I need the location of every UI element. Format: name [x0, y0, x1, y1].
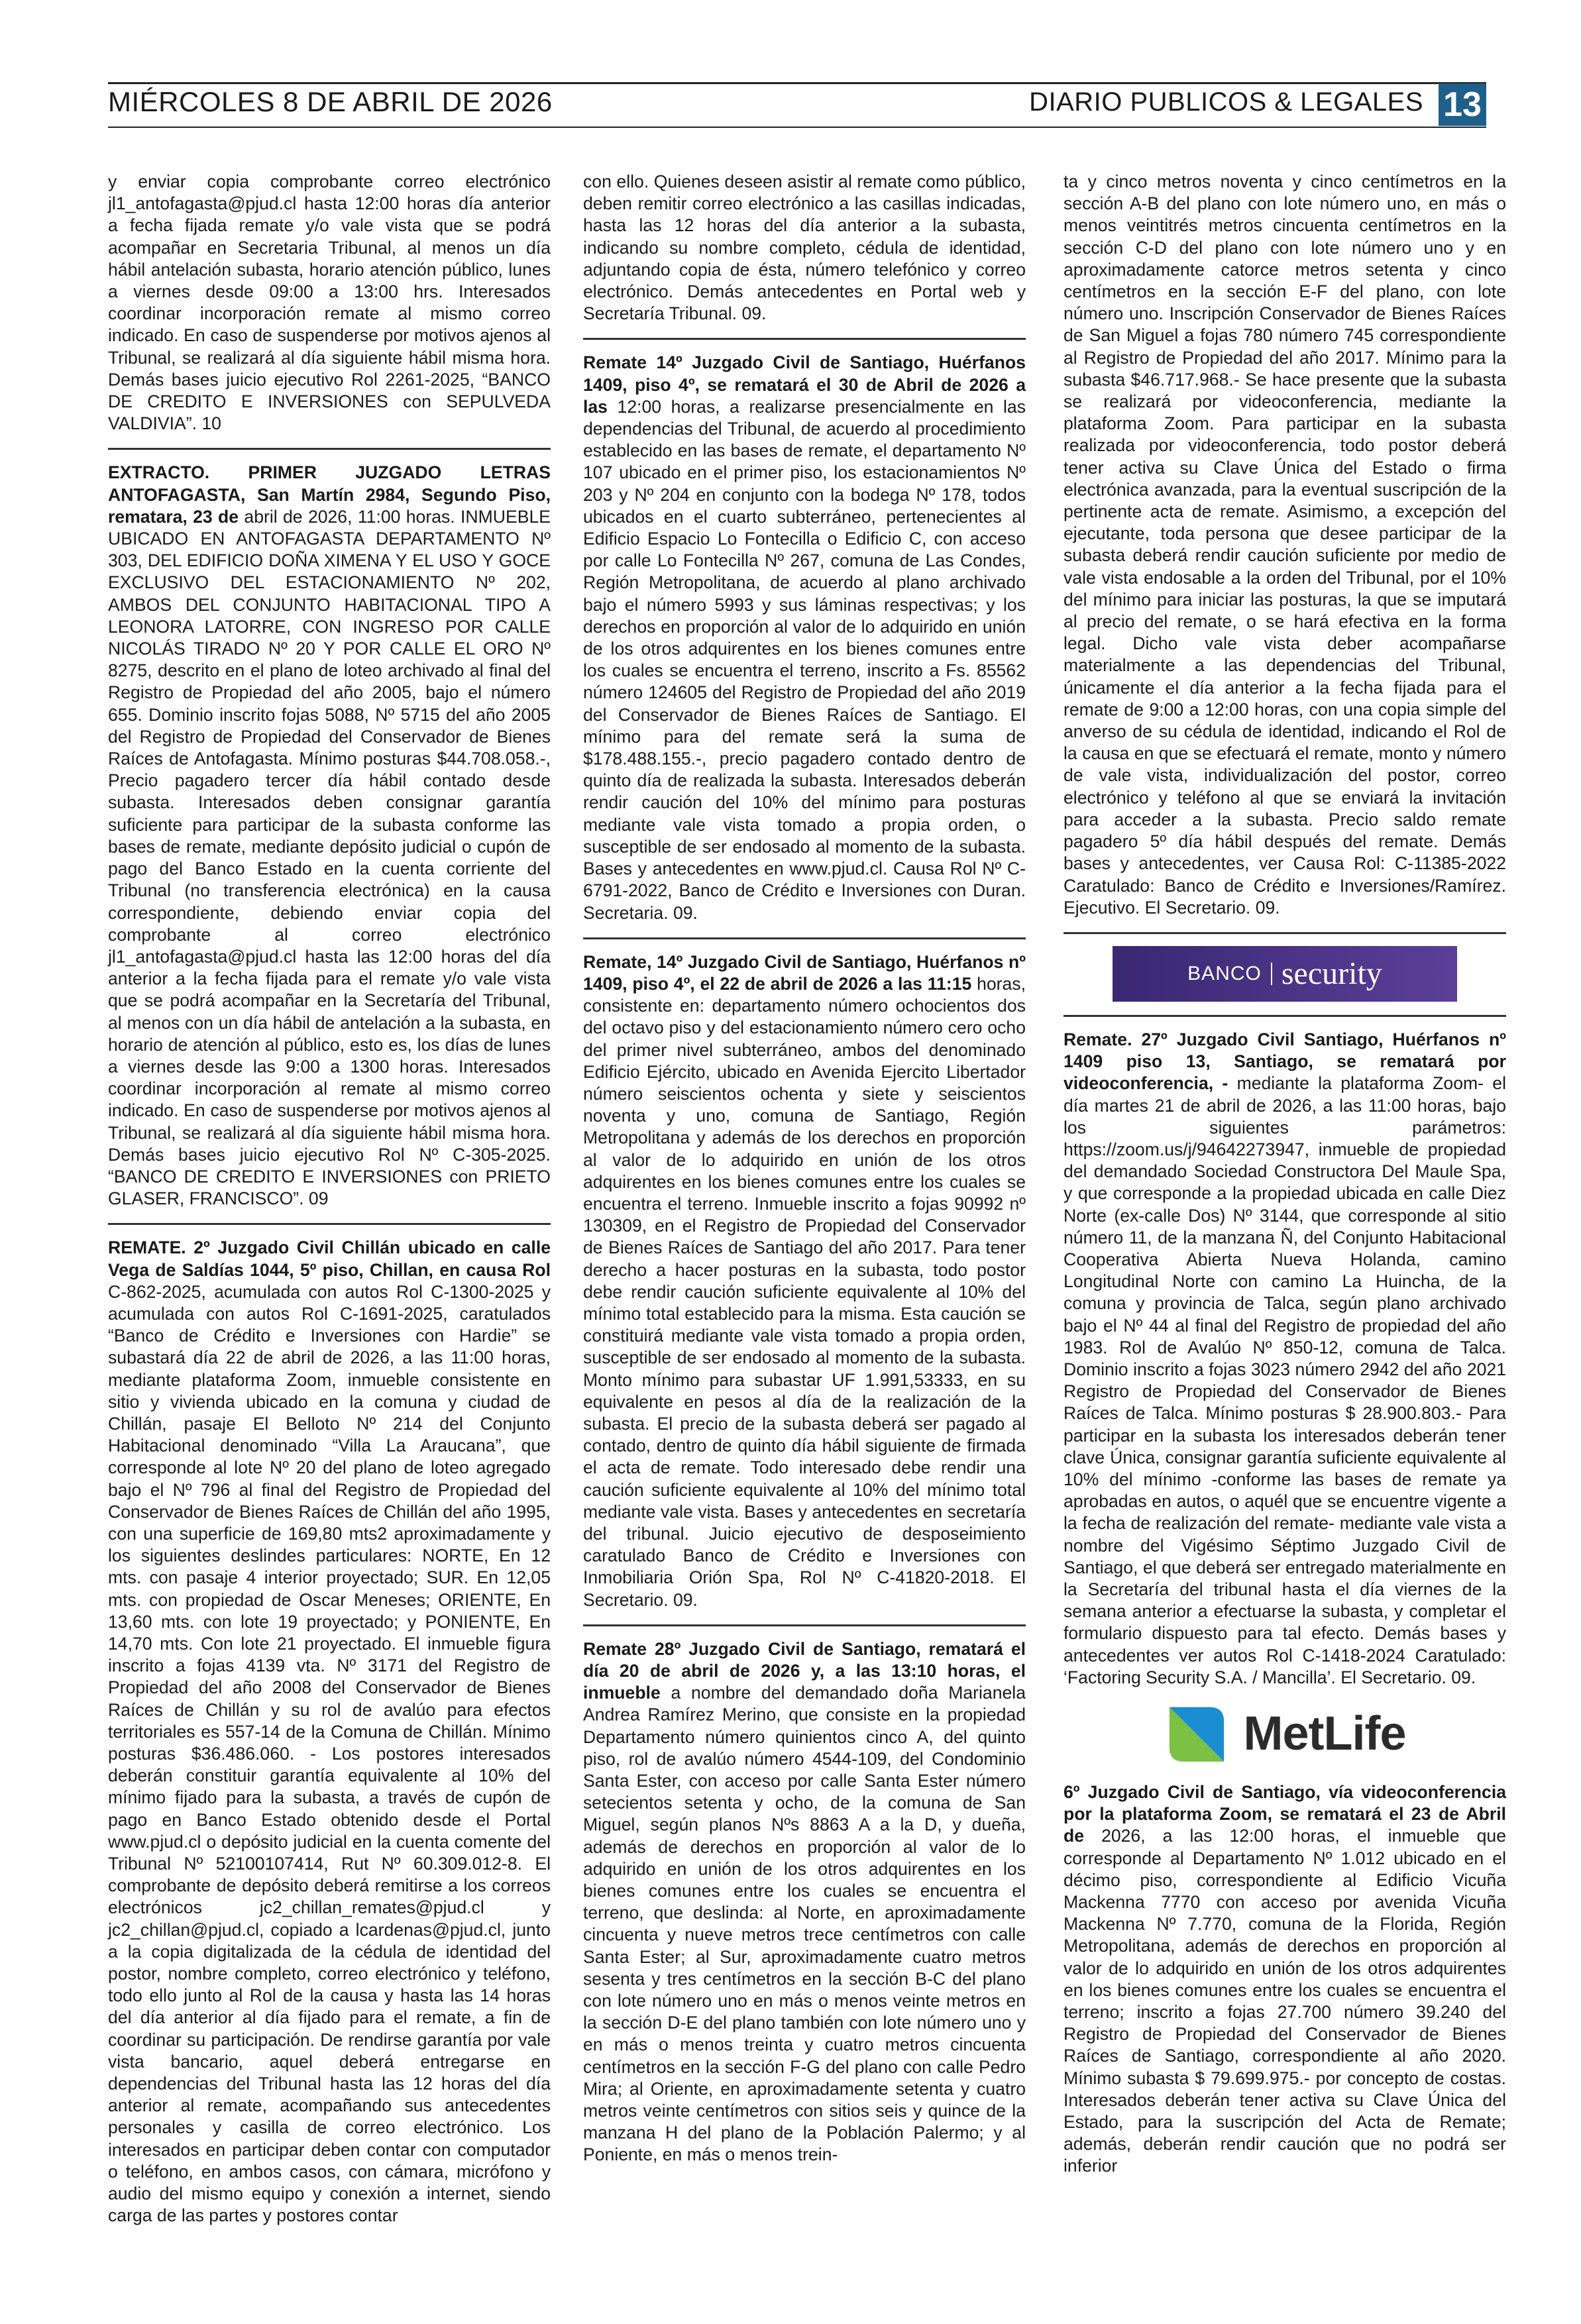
- notice-14-juzgado-b: [583, 951, 1026, 1611]
- notice-continuation: y enviar copia comprobante correo electrónico jl1_antofagasta@pjud.cl hasta 12:00 horas día anterior a fecha fijada remate y/o vale vista que se podrá acompañar en Secretaria Tribunal, al menos un día hábil antelación subasta, horario atención público, lunes a viernes desde 09:00 a 13:00 hrs. Interesados coordinar incorporación remate al mismo correo indicado. En caso de suspenderse por motivos ajenos al Tribunal, se realizará al día siguiente hábil misma hora. Demás bases juicio ejecutivo Rol 2261-2025, “BANCO DE CREDITO E INVERSIONES con SEPULVEDA VALDIVIA”. 10: [108, 172, 551, 434]
- metlife-logo: [1063, 1702, 1506, 1767]
- notice-body: 2026, a las 12:00 horas, el inmueble que corresponde al Departamento Nº 1.012 ubicado en el décimo piso, correspondiente al Edificio Vicuña Mackenna 7770 con acceso por avenida Vicuña Mackenna Nº 7.770, comuna de la Florida, Región Metropolitana, además de derechos en proporción al valor de lo adquirido en unión de los otros adquirentes en los bienes comunes entre los cuales se encuentra el terreno; inscrito a fojas 27.700 número 39.240 del Registro de Propiedad del Conservador de Bienes Raíces de Santiago, correspondiente al año 2020. Mínimo subasta $ 79.699.975.- por concepto de costas. Interesados deberán tener activa su Clave Única del Estado, para la suscripción del Acta de Remate; además, deberán rendir caución que no podrá ser inferior: [1063, 1826, 1506, 2176]
- notice-heading: Remate. 27º Juzgado Civil Santiago, Huérfanos nº 1409 piso 13, Santiago, se rematará por videoconferencia, -: [1063, 1029, 1506, 1094]
- notice-chillan: [108, 1237, 551, 2227]
- notice-separator: [583, 937, 1026, 939]
- notice-body: horas, consistente en: departamento número ochocientos dos del octavo piso y del estacionamiento número cero ocho del primer nivel subterráneo, ambos del denominado Edificio Ejército, ubicado en Avenida Ejercito Libertador número seiscientos ochenta y siete y seiscientos noventa y uno, comuna de Santiago, Región Metropolitana y además de los derechos en proporción al valor de lo adquirido en unión de los otros adquirentes en los bienes comunes entre los cuales se encuentra el terreno. Inmueble inscrito a fojas 90992 nº 130309, en el Registro de Propiedad del Conservador de Bienes Raíces de Santiago del año 2017. Para tener derecho a hacer posturas en la subasta, todo postor debe rendir caución suficiente equivalente al 10% del mínimo total establecido para la misma. Esta caución se constituirá mediante vale vista tomado a propia orden, susceptible de ser endosado al momento de la subasta. Monto mínimo para subastar UF 1.991,53333, en su equivalente en pesos al día de la realización de la subasta. El precio de la subasta deberá ser pagado al contado, dentro de quinto día hábil siguiente de firmada el acta de remate. Todo interesado debe rendir una caución suficiente equivalente al 10% del mínimo total mediante vale vista. Bases y antecedentes en secretaría del tribunal. Juicio ejecutivo de desposeimiento caratulado Banco de Crédito e Inversiones con Inmobiliaria Orión Spa, Rol Nº C-41820-2018. El Secretario. 09.: [583, 973, 1026, 1610]
- notice-28-juzgado: [583, 1638, 1026, 2166]
- notice-body: abril de 2026, 11:00 horas. INMUEBLE UBICADO EN ANTOFAGASTA DEPARTAMENTO Nº 303, DEL EDIFICIO DOÑA XIMENA Y EL USO Y GOCE EXCLUSIVO DEL ESTACIONAMIENTO Nº 202, AMBOS DEL CONJUNTO HABITACIONAL TIPO A LEONORA LATORRE, CON INGRESO POR CALLE NICOLÁS TIRADO Nº 20 Y POR CALLE EL ORO Nº 8275, descrito en el plano de loteo archivado al final del Registro de Propiedad del año 2005, bajo el número 655. Dominio inscrito fojas 5088, Nº 5715 del año 2005 del Registro de Propiedad del Conservador de Bienes Raíces de Antofagasta. Mínimo posturas $44.708.058.-, Precio pagadero tercer día hábil contado desde subasta. Interesados deben consignar garantía suficiente para participar de la subasta conforme las bases de remate, mediante depósito judicial o cupón de pago del Banco Estado en la cuenta corriente del Tribunal (no transferencia electrónica) en la causa correspondiente, debiendo enviar copia del comprobante al correo electrónico jl1_antofagasta@pjud.cl hasta las 12:00 horas del día anterior a la fecha fijada para el remate y/o vale vista que se podrá acompañar en la Secretaría del Tribunal, al menos con un día hábil de antelación a la subasta, en horario de atención al público, esto es, los días de lunes a viernes desde las 9:00 a 1300 horas. Interesados coordinar incorporación al remate al mismo correo indicado. En caso de suspenderse por motivos ajenos al Tribunal, se realizará al día siguiente hábil misma hora. Demás bases juicio ejecutivo Rol Nº C-305-2025. “BANCO DE CREDITO E INVERSIONES con PRIETO GLASER, FRANCISCO”. 09: [108, 506, 551, 1209]
- notice-separator: [1063, 932, 1506, 934]
- notice-separator: [108, 448, 551, 450]
- notice-6-juzgado: [1063, 1781, 1506, 2178]
- header-top-rule: [108, 82, 1486, 84]
- notice-body: a nombre del demandado doña Marianela Andrea Ramírez Merino, que consiste en la propiedad Departamento número quinientos cinco A, del quinto piso, rol de avalúo número 4544-109, del Condominio Santa Ester, con acceso por calle Santa Ester número setecientos setenta y ocho, de la comuna de San Miguel, según planos Nºs 8863 A a la D, y dueña, además de derechos en proporción al valor de lo adquirido en unión de los otros adquirentes en los bienes comunes entre los cuales se encuentra el terreno, que deslinda: al Norte, en aproximadamente cincuenta y nueve metros trece centímetros con calle Santa Ester; al Sur, aproximadamente cuatro metros sesenta y tres centímetros en la sección B-C del plano con lote número uno en más o menos veinte metros en la sección D-E del plano también con lote número uno y en más o menos treinta y cuatro metros cincuenta centímetros en la sección F-G del plano con calle Pedro Mira; al Oriente, en aproximadamente setenta y cuatro metros veinte centímetros con sitios seis y quince de la manzana H del plano de la Población Palermo; y al Poniente, en más o menos trein-: [583, 1683, 1026, 2165]
- banco-security-logo: [1113, 946, 1457, 1002]
- notice-14-juzgado-a: [583, 352, 1026, 924]
- notice-continuation: con ello. Quienes deseen asistir al remate como público, deben remitir correo electrónico a las casillas indicadas, hasta las 12 horas del día anterior a la subasta, indicando su nombre completo, cédula de identidad, adjuntando copia de ésta, número telefónico y correo electrónico. Demás antecedentes en Portal web y Secretaría Tribunal. 09.: [583, 172, 1026, 324]
- notice-continuation: ta y cinco metros noventa y cinco centímetros en la sección A-B del plano con lote número uno, en más o menos veintitrés metros cincuenta centímetros en la sección C-D del plano con lote número uno y en aproximadamente catorce metros setenta y cinco centímetros en la sección E-F del plano, con lote número uno. Inscripción Conservador de Bienes Raíces de San Miguel a fojas 780 número 745 correspondiente al Registro de Propiedad del año 2017. Mínimo para la subasta $46.717.968.- Se hace presente que la subasta se realizará por videoconferencia, mediante la plataforma Zoom. Para participar en la subasta realizada por videoconferencia, todo postor deberá tener activa su Clave Única del Estado o firma electrónica avanzada, para la eventual suscripción de la pertinente acta de remate. Asimismo, a excepción del ejecutante, toda persona que desee participar de la subasta deberá rendir caución suficiente por medio de vale vista endosable a la orden del Tribunal, por el 10% del mínimo para iniciar las posturas, la que se imputará al precio del remate, o se hará efectiva en la forma legal. Dicho vale vista deber acompañarse materialmente a las dependencias del Tribunal, únicamente el día anterior a la fecha fijada para el remate de 9:00 a 12:00 horas, con una copia simple del anverso de su cédula de identidad, indicando el Rol de la causa en que se efectuará el remate, monto y número de vale vista, individualización del postor, correo electrónico y teléfono al que se enviará la invitación para acceder a la subasta. Precio saldo remate pagadero 5º día hábil después del remate. Demás bases y antecedentes, ver Causa Rol: C-11385-2022 Caratulado: Banco de Crédito e Inversiones/Ramírez. Ejecutivo. El Secretario. 09.: [1063, 172, 1506, 918]
- notice-heading: Remate, 14º Juzgado Civil de Santiago, Huérfanos nº 1409, piso 4º, el 22 de abril de 2026 a las 11:15: [583, 951, 1026, 994]
- notice-separator: [583, 1624, 1026, 1626]
- logo-banco-text: BANCO: [1187, 963, 1262, 985]
- header-date: MIÉRCOLES 8 DE ABRIL DE 2026: [108, 86, 553, 117]
- notice-27-juzgado: [1063, 1029, 1506, 1689]
- metlife-wordmark: MetLife: [1243, 1707, 1406, 1761]
- notice-body: C-862-2025, acumulada con autos Rol C-1300-2025 y acumulada con autos Rol C-1691-2025, caratulados “Banco de Crédito e Inversiones con Hardie” se subastará día 22 de abril de 2026, a las 11:00 horas, mediante plataforma Zoom, inmueble consistente en sitio y vivienda ubicado en la comuna y ciudad de Chillán, pasaje El Belloto Nº 214 del Conjunto Habitacional denominado “Villa La Araucana”, que corresponde al lote Nº 20 del plano de loteo agregado bajo el Nº 796 al final del Registro de Propiedad del Conservador de Bienes Raíces de Chillán del año 1995, con una superficie de 169,80 mts2 aproximadamente y los siguientes deslindes particulares: NORTE, En 12 mts. con pasaje 4 interior proyectado; SUR. En 12,05 mts. con propiedad de Oscar Meneses; ORIENTE, En 13,60 mts. con lote 19 proyectado; y PONIENTE, En 14,70 mts. Con lote 21 proyectado. El inmueble figura inscrito a fojas 4139 vta. Nº 3171 del Registro de Propiedad del año 2008 del Conservador de Bienes Raíces de Chillán y su rol de avalúo para efectos territoriales es 557-14 de la Comuna de Chillán. Mínimo posturas $36.486.060. - Los postores interesados deberán constituir garantía equivalente al 10% del mínimo fijado para la subasta, a través de cupón de pago en Banco Estado obtenido desde el Portal www.pjud.cl o depósito judicial en la cuenta comente del Tribunal Nº 52100107414, Rut Nº 60.309.012-8. El comprobante de depósito deberá remitirse a los correos electrónicos jc2_chillan_remates@pjud.cl y jc2_chillan@pjud.cl, copiado a lcardenas@pjud.cl, junto a la copia digitalizada de la cédula de identidad del postor, nombre completo, correo electrónico y teléfono, todo ello junto al Rol de la causa y hasta las 14 horas del día anterior al día fijado para el remate, a fin de coordinar su participación. De rendirse garantía por vale vista bancario, aquel deberá entregarse en dependencias del Tribunal hasta las 12 horas del día anterior al remate, acompañando sus antecedentes personales y casilla de correo electrónico. Los interesados en participar deben contar con computador o teléfono, en ambos casos, con cámara, micrófono y audio del mismo equipo y conexión a internet, siendo carga de las partes y postores contar: [108, 1281, 551, 2226]
- notice-heading: Remate 14º Juzgado Civil de Santiago, Huérfanos 1409, piso 4º, se rematará el 30 de Abril de 2026 a las: [583, 352, 1026, 417]
- column-3: [1063, 171, 1506, 2178]
- logo-security-text: security: [1271, 963, 1382, 984]
- notice-body: 12:00 horas, a realizarse presencialmente en las dependencias del Tribunal, de acuerdo al procedimiento establecido en las bases de remate, el departamento Nº 107 ubicado en el primer piso, los estacionamientos Nº 203 y Nº 204 en conjunto con la bodega Nº 178, todos ubicados en el cuarto subterráneo, pertenecientes al Edificio Espacio Lo Fontecilla o Edificio C, con acceso por calle Lo Fontecilla Nº 267, comuna de Las Condes, Región Metropolitana, de acuerdo al plano archivado bajo el número 5993 y sus láminas respectivas; y los derechos en proporción al valor de lo adquirido en unión de los otros adquirentes en los bienes comunes entre los cuales se encuentra el terreno, inscrito a Fs. 85562 número 124605 del Registro de Propiedad del año 2019 del Conservador de Bienes Raíces de Santiago. El mínimo para del remate será la suma de $178.488.155.-, precio pagadero contado dentro de quinto día de realizada la subasta. Interesados deberán rendir caución del 10% del mínimo para posturas mediante vale vista tomado a propia orden, o susceptible de ser endosado al momento de la subasta. Bases y antecedentes en www.pjud.cl. Causa Rol Nº C-6791-2022, Banco de Crédito e Inversiones con Duran. Secretaria. 09.: [583, 396, 1026, 923]
- page-header: [108, 79, 1486, 129]
- notice-heading: EXTRACTO. PRIMER JUZGADO LETRAS ANTOFAGASTA, San Martín 2984, Segundo Piso, rematara, 23 de: [108, 462, 551, 527]
- notice-antofagasta: [108, 462, 551, 1210]
- header-bottom-rule: [108, 127, 1486, 128]
- notice-body: mediante la plataforma Zoom- el día martes 21 de abril de 2026, a las 11:00 horas, bajo los siguientes parámetros: https://zoom.us/j/94642273947, inmueble de propiedad del demandado Sociedad Constructora Del Maule Spa, y que corresponde a la propiedad ubicada en calle Diez Norte (ex-calle Dos) Nº 3144, que corresponde al sitio número 11, de la manzana Ñ, del Conjunto Habitacional Cooperativa Abierta Nueva Holanda, camino Longitudinal Norte con camino La Huincha, de la comuna y provincia de Talca, según plano archivado bajo el Nº 44 al final del Registro de propiedad del año 1983. Rol de Avalúo Nº 850-12, comuna de Talca. Dominio inscrito a fojas 3023 número 2942 del año 2021 Registro de Propiedad del Conservador de Bienes Raíces de Talca. Mínimo posturas $ 28.900.803.- Para participar en la subasta los interesados deberán tener clave Única, consignar garantía suficiente equivalente al 10% del mínimo -conforme las bases de remate ya aprobadas en autos, o aquél que se encuentre vigente a la fecha de realización del remate- mediante vale vista a nombre del Vigésimo Séptimo Juzgado Civil de Santiago, el que deberá ser entregado materialmente en la Secretaría del tribunal hasta el día viernes de la semana anterior a efectuarse la subasta, y completar el formulario dispuesto para tal efecto. Demás bases y antecedentes ver autos Rol C-1418-2024 Caratulado: ‘Factoring Security S.A. / Mancilla’. El Secretario. 09.: [1063, 1073, 1506, 1687]
- notice-separator: [1063, 1015, 1506, 1017]
- notice-heading: REMATE. 2º Juzgado Civil Chillán ubicado en calle Vega de Saldías 1044, 5º piso, Chillan, en causa Rol: [108, 1238, 551, 1280]
- metlife-mark-icon: [1164, 1702, 1229, 1767]
- newspaper-title: DIARIO PUBLICOS & LEGALES: [1029, 87, 1423, 117]
- notice-heading: Remate 28º Juzgado Civil de Santiago, rematará el día 20 de abril de 2026 y, a las 13:10 horas, el inmueble: [583, 1638, 1026, 1703]
- column-1: [108, 171, 551, 2227]
- notice-separator: [108, 1223, 551, 1225]
- notice-heading: 6º Juzgado Civil de Santiago, vía videoconferencia por la plataforma Zoom, se rematará el 23 de Abril de: [1063, 1782, 1506, 1846]
- notice-separator: [583, 338, 1026, 340]
- column-2: [583, 171, 1026, 2166]
- page-number-badge: 13: [1439, 83, 1486, 126]
